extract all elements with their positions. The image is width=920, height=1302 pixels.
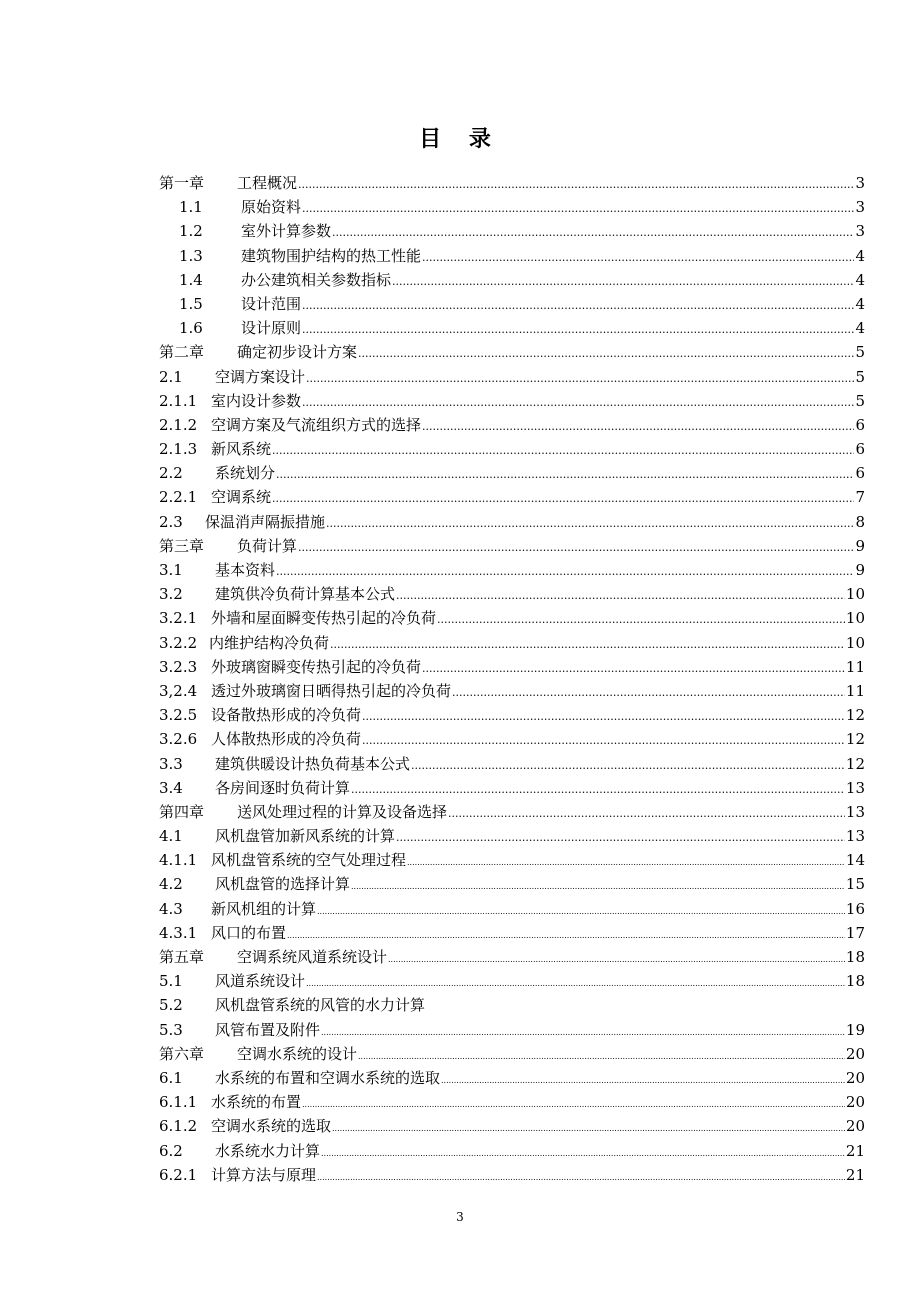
toc-entry[interactable]: [159, 872, 865, 896]
toc-entry-page: 12: [845, 706, 865, 725]
toc-entry-leader-dots: [388, 948, 845, 972]
toc-entry-leader-dots: [272, 487, 854, 511]
toc-entry-page: 9: [855, 561, 865, 579]
toc-entry-number: 2.1.3: [159, 440, 198, 459]
toc-entry-lead: [159, 389, 301, 413]
toc-entry[interactable]: [159, 727, 865, 751]
toc-entry-lead: [159, 679, 451, 703]
toc-entry-lead: [179, 219, 331, 243]
toc-entry[interactable]: [159, 413, 865, 437]
toc-entry[interactable]: [159, 631, 865, 655]
toc-entry-title: 室内设计参数: [211, 391, 302, 410]
toc-entry-number: 6.2: [159, 1141, 183, 1160]
toc-entry-title: 外墙和屋面瞬变传热引起的冷负荷: [211, 609, 437, 628]
toc-entry-number: 1.1: [179, 198, 203, 217]
toc-entry-number: 4.3: [159, 899, 183, 918]
toc-entry-number: 4.2: [159, 875, 183, 894]
toc-entry-lead: [159, 945, 387, 969]
toc-entry-title: 建筑供冷负荷计算基本公式: [215, 585, 396, 604]
toc-entry-number: 2.1: [159, 367, 183, 386]
toc-entry-title: 保温消声隔振措施: [205, 512, 326, 531]
toc-entry-page: 3: [855, 198, 865, 217]
toc-entry-lead: [159, 437, 271, 461]
toc-entry-leader-dots: [276, 463, 854, 487]
toc-entry[interactable]: [159, 1066, 865, 1090]
toc-entry-number: 6.1: [159, 1068, 183, 1087]
toc-entry-page: 10: [845, 633, 865, 652]
toc-entry-lead: [179, 316, 301, 340]
toc-entry-leader-dots: [276, 560, 854, 584]
toc-entry-leader-dots: [326, 512, 854, 536]
toc-entry-leader-dots: [392, 270, 854, 294]
toc-entry[interactable]: [159, 316, 865, 340]
toc-entry-number: 1.3: [179, 246, 203, 265]
toc-entry-number: 3.2: [159, 585, 183, 604]
toc-entry-number: 2.3: [159, 512, 183, 531]
toc-entry[interactable]: [159, 1163, 865, 1187]
toc-entry-leader-dots: [302, 294, 854, 318]
toc-entry-title: 空调系统风道系统设计: [237, 948, 388, 966]
toc-entry-lead: [159, 631, 329, 655]
toc-entry-leader-dots: [407, 851, 845, 875]
toc-entry-title: 室外计算参数: [241, 222, 332, 241]
toc-entry-number: 6.1.2: [159, 1117, 198, 1136]
toc-entry-number: 第五章: [159, 948, 205, 966]
toc-entry-title: 水系统的布置和空调水系统的选取: [215, 1068, 441, 1087]
toc-entry-page: 4: [855, 270, 865, 289]
toc-entry-page: 5: [855, 367, 865, 386]
toc-entry-leader-dots: [321, 1142, 845, 1166]
toc-entry[interactable]: [159, 800, 865, 824]
toc-entry-title: 基本资料: [215, 561, 276, 579]
toc-entry-title: 设计范围: [241, 294, 302, 313]
toc-entry-title: 新风系统: [211, 440, 272, 459]
toc-entry-lead: [159, 897, 316, 921]
toc-entry-page: 20: [845, 1044, 865, 1063]
toc-entry-page: 20: [845, 1117, 865, 1136]
toc-entry-leader-dots: [302, 1093, 845, 1117]
toc-entry-number: 第一章: [159, 174, 205, 192]
page-number: 3: [456, 1210, 464, 1224]
toc-entry-number: 4.3.1: [159, 923, 198, 942]
toc-entry-leader-dots: [422, 246, 854, 270]
toc-entry[interactable]: [159, 582, 865, 606]
toc-entry-lead: [159, 824, 395, 848]
toc-entry-page: 18: [845, 972, 865, 991]
toc-entry[interactable]: [159, 606, 865, 630]
toc-entry-lead: [159, 534, 297, 558]
toc-entry-leader-dots: [321, 1021, 845, 1045]
toc-entry-leader-dots: [437, 608, 845, 632]
toc-entry-page: 18: [845, 948, 865, 966]
toc-entry[interactable]: [159, 679, 865, 703]
toc-entry-page: 17: [845, 923, 865, 942]
toc-entry-title: 办公建筑相关参数指标: [241, 270, 392, 289]
toc-entry-title: 风口的布置: [211, 923, 287, 942]
toc-entry-number: 3.2.2: [159, 633, 198, 652]
toc-entry-number: 第六章: [159, 1044, 205, 1063]
toc-entry-leader-dots: [396, 584, 845, 608]
toc-entry[interactable]: [159, 437, 865, 461]
toc-entry-page: 4: [855, 319, 865, 338]
toc-entry-title: 空调水系统的设计: [237, 1044, 358, 1063]
toc-entry-lead: [159, 1163, 316, 1187]
toc-entry-page: 20: [845, 1093, 865, 1112]
toc-entry[interactable]: [159, 365, 865, 389]
toc-entry-number: 3.2.1: [159, 609, 198, 628]
toc-entry-title: 人体散热形成的冷负荷: [211, 730, 362, 749]
toc-entry[interactable]: [159, 824, 865, 848]
toc-entry-page: 21: [845, 1165, 865, 1184]
table-of-contents: [159, 171, 865, 1187]
toc-entry-lead: [159, 776, 350, 800]
toc-entry[interactable]: [159, 969, 865, 993]
toc-entry-page: 12: [845, 754, 865, 773]
toc-entry-leader-dots: [422, 415, 854, 439]
toc-entry-number: 3.2.5: [159, 706, 198, 725]
toc-entry-number: 2.1.1: [159, 391, 198, 410]
toc-entry-lead: [159, 606, 436, 630]
toc-entry[interactable]: [159, 244, 865, 268]
toc-entry-title: 风机盘管加新风系统的计算: [215, 827, 396, 846]
toc-entry-title: 透过外玻璃窗日晒得热引起的冷负荷: [211, 681, 452, 700]
toc-entry-number: 6.1.1: [159, 1093, 198, 1112]
toc-entry-page: 11: [845, 681, 865, 700]
toc-entry[interactable]: [159, 655, 865, 679]
toc-entry-leader-dots: [317, 1166, 845, 1190]
toc-entry-leader-dots: [302, 318, 854, 342]
toc-entry-title: 空调水系统的选取: [211, 1117, 332, 1136]
toc-entry-page: 13: [845, 827, 865, 846]
toc-entry[interactable]: [159, 268, 865, 292]
toc-entry-lead: [159, 752, 410, 776]
toc-entry-page: 4: [855, 246, 865, 265]
toc-entry-lead: [159, 872, 350, 896]
toc-entry-leader-dots: [317, 900, 845, 924]
toc-entry-lead: [159, 365, 305, 389]
toc-entry-leader-dots: [302, 391, 854, 415]
toc-entry-page: 13: [845, 802, 865, 821]
toc-entry-title: 原始资料: [241, 198, 302, 217]
toc-entry-page: 3: [855, 174, 865, 192]
toc-entry-title: 建筑物围护结构的热工性能: [241, 246, 422, 265]
toc-entry-number: 3.3: [159, 754, 183, 773]
toc-entry[interactable]: [159, 921, 865, 945]
toc-entry-lead: [159, 1042, 357, 1066]
toc-entry[interactable]: [159, 1090, 865, 1114]
toc-entry[interactable]: [159, 461, 865, 485]
toc-entry-lead: [159, 800, 447, 824]
toc-entry-title: 风道系统设计: [215, 972, 306, 991]
toc-entry-leader-dots: [448, 802, 845, 826]
toc-entry[interactable]: [159, 171, 865, 195]
toc-entry-lead: [159, 510, 325, 534]
toc-entry[interactable]: [159, 752, 865, 776]
toc-entry-leader-dots: [358, 342, 854, 366]
toc-entry[interactable]: [159, 292, 865, 316]
toc-entry-lead: [159, 969, 305, 993]
toc-entry[interactable]: [159, 1018, 865, 1042]
toc-entry-lead: [159, 1018, 320, 1042]
toc-entry-page: 6: [855, 415, 865, 434]
toc-entry-lead: [179, 268, 391, 292]
toc-entry-page: 11: [845, 657, 865, 676]
toc-entry-page: 5: [855, 343, 865, 362]
toc-entry-page: 19: [845, 1020, 865, 1039]
toc-entry-number: 4.1.1: [159, 851, 198, 870]
toc-entry-leader-dots: [332, 1117, 845, 1141]
toc-entry-lead: [159, 461, 275, 485]
toc-entry-lead: [159, 413, 421, 437]
toc-entry-page: 10: [845, 609, 865, 628]
toc-entry[interactable]: [159, 340, 865, 364]
toc-entry-title: 确定初步设计方案: [237, 343, 358, 362]
toc-entry-title: 风机盘管系统的风管的水力计算: [215, 996, 426, 1015]
toc-entry-leader-dots: [298, 536, 854, 560]
toc-entry-page: 6: [855, 464, 865, 483]
toc-entry-page: 15: [845, 875, 865, 894]
toc-entry-lead: [159, 582, 395, 606]
toc-entry-leader-dots: [351, 778, 845, 802]
toc-entry[interactable]: [159, 897, 865, 921]
toc-entry-leader-dots: [306, 367, 854, 391]
toc-entry-lead: [159, 1114, 331, 1138]
toc-entry-title: 系统划分: [215, 464, 276, 483]
toc-entry-number: 6.2.1: [159, 1165, 198, 1184]
toc-entry[interactable]: [159, 558, 865, 582]
toc-entry[interactable]: [159, 1114, 865, 1138]
toc-entry-number: 3.1: [159, 561, 183, 579]
toc-entry-title: 水系统水力计算: [215, 1141, 321, 1160]
toc-entry[interactable]: [159, 1139, 865, 1163]
toc-entry-page: 14: [845, 851, 865, 870]
toc-entry[interactable]: [159, 510, 865, 534]
toc-entry-leader-dots: [411, 754, 845, 778]
toc-entry-title: 设备散热形成的冷负荷: [211, 706, 362, 725]
toc-entry-title: 负荷计算: [237, 536, 298, 555]
toc-entry-title: 空调方案及气流组织方式的选择: [211, 415, 422, 434]
toc-entry-page: 20: [845, 1068, 865, 1087]
toc-entry-leader-dots: [441, 1069, 845, 1093]
toc-entry[interactable]: [159, 389, 865, 413]
toc-entry[interactable]: [159, 703, 865, 727]
toc-entry-lead: [159, 848, 406, 872]
toc-entry-lead: [159, 485, 271, 509]
toc-entry-lead: [159, 171, 297, 195]
toc-entry-page: 12: [845, 730, 865, 749]
toc-entry-title: 风机盘管系统的空气处理过程: [211, 851, 407, 870]
toc-entry[interactable]: [159, 776, 865, 800]
toc-entry[interactable]: [159, 993, 865, 1017]
toc-entry-number: 2.1.2: [159, 415, 198, 434]
toc-entry-page: 3: [855, 222, 865, 241]
toc-entry-title: 空调系统: [211, 488, 272, 507]
toc-entry-number: 4.1: [159, 827, 183, 846]
toc-entry-page: 6: [855, 440, 865, 459]
toc-entry-lead: [159, 655, 421, 679]
toc-entry-title: 风管布置及附件: [215, 1020, 321, 1039]
toc-entry-title: 水系统的布置: [211, 1093, 302, 1112]
toc-entry-leader-dots: [422, 657, 845, 681]
toc-entry-lead: [159, 1090, 301, 1114]
toc-entry-page: 9: [855, 536, 865, 555]
toc-entry-title: 工程概况: [237, 174, 298, 192]
toc-entry-title: 风机盘管的选择计算: [215, 875, 351, 894]
toc-entry-lead: [159, 993, 425, 1017]
toc-entry-leader-dots: [302, 197, 854, 221]
toc-entry-page: 10: [845, 585, 865, 604]
toc-entry-leader-dots: [362, 705, 845, 729]
toc-entry-leader-dots: [362, 729, 845, 753]
toc-entry-number: 5.1: [159, 972, 183, 991]
toc-entry-lead: [159, 1066, 440, 1090]
toc-entry-number: 第三章: [159, 536, 205, 555]
toc-entry-number: 5.2: [159, 996, 183, 1015]
toc-entry-number: 1.4: [179, 270, 203, 289]
toc-entry[interactable]: [159, 195, 865, 219]
toc-entry-lead: [159, 727, 361, 751]
toc-entry-title: 各房间逐时负荷计算: [215, 778, 351, 797]
toc-entry-lead: [159, 703, 361, 727]
page-title: 目 录: [419, 126, 501, 152]
toc-entry-number: 1.5: [179, 294, 203, 313]
toc-entry-title: 建筑供暖设计热负荷基本公式: [215, 754, 411, 773]
toc-entry[interactable]: [159, 485, 865, 509]
toc-entry-page: 7: [855, 488, 865, 507]
toc-entry-number: 1.6: [179, 319, 203, 338]
toc-entry-page: 13: [845, 778, 865, 797]
toc-entry-page: 4: [855, 294, 865, 313]
toc-entry[interactable]: [159, 945, 865, 969]
toc-entry-title: 计算方法与原理: [211, 1165, 317, 1184]
toc-entry[interactable]: [159, 534, 865, 558]
toc-entry-page: 8: [855, 512, 865, 531]
toc-entry-leader-dots: [298, 173, 854, 197]
toc-entry-leader-dots: [330, 633, 845, 657]
toc-entry-leader-dots: [332, 221, 854, 245]
toc-entry-leader-dots: [452, 681, 845, 705]
toc-entry-number: 3.2.3: [159, 657, 198, 676]
toc-entry-number: 3,2.4: [159, 681, 198, 700]
toc-entry-number: 3.2.6: [159, 730, 198, 749]
toc-entry-lead: [159, 921, 286, 945]
toc-entry[interactable]: [159, 1042, 865, 1066]
toc-entry[interactable]: [159, 219, 865, 243]
toc-entry-page: 5: [855, 391, 865, 410]
toc-entry-title: 新风机组的计算: [211, 899, 317, 918]
toc-entry-number: 5.3: [159, 1020, 183, 1039]
toc-entry-title: 空调方案设计: [215, 367, 306, 386]
toc-entry-title: 外玻璃窗瞬变传热引起的冷负荷: [211, 657, 422, 676]
toc-entry-title: 送风处理过程的计算及设备选择: [237, 802, 448, 821]
toc-entry-number: 1.2: [179, 222, 203, 241]
toc-entry-title: 内维护结构冷负荷: [209, 633, 330, 652]
toc-entry-lead: [159, 558, 275, 582]
toc-entry-page: 21: [845, 1141, 865, 1160]
toc-entry-page: 16: [845, 899, 865, 918]
toc-entry-lead: [179, 244, 421, 268]
toc-entry-number: 第二章: [159, 343, 205, 362]
toc-entry-leader-dots: [351, 875, 845, 899]
toc-entry-lead: [159, 1139, 320, 1163]
toc-entry-number: 2.2.1: [159, 488, 198, 507]
toc-entry-title: 设计原则: [241, 319, 302, 338]
toc-entry-leader-dots: [396, 826, 845, 850]
toc-entry-lead: [179, 292, 301, 316]
toc-entry[interactable]: [159, 848, 865, 872]
toc-entry-number: 第四章: [159, 802, 205, 821]
toc-entry-lead: [179, 195, 301, 219]
toc-entry-number: 2.2: [159, 464, 183, 483]
toc-entry-leader-dots: [272, 439, 854, 463]
toc-entry-number: 3.4: [159, 778, 183, 797]
toc-entry-lead: [159, 340, 357, 364]
